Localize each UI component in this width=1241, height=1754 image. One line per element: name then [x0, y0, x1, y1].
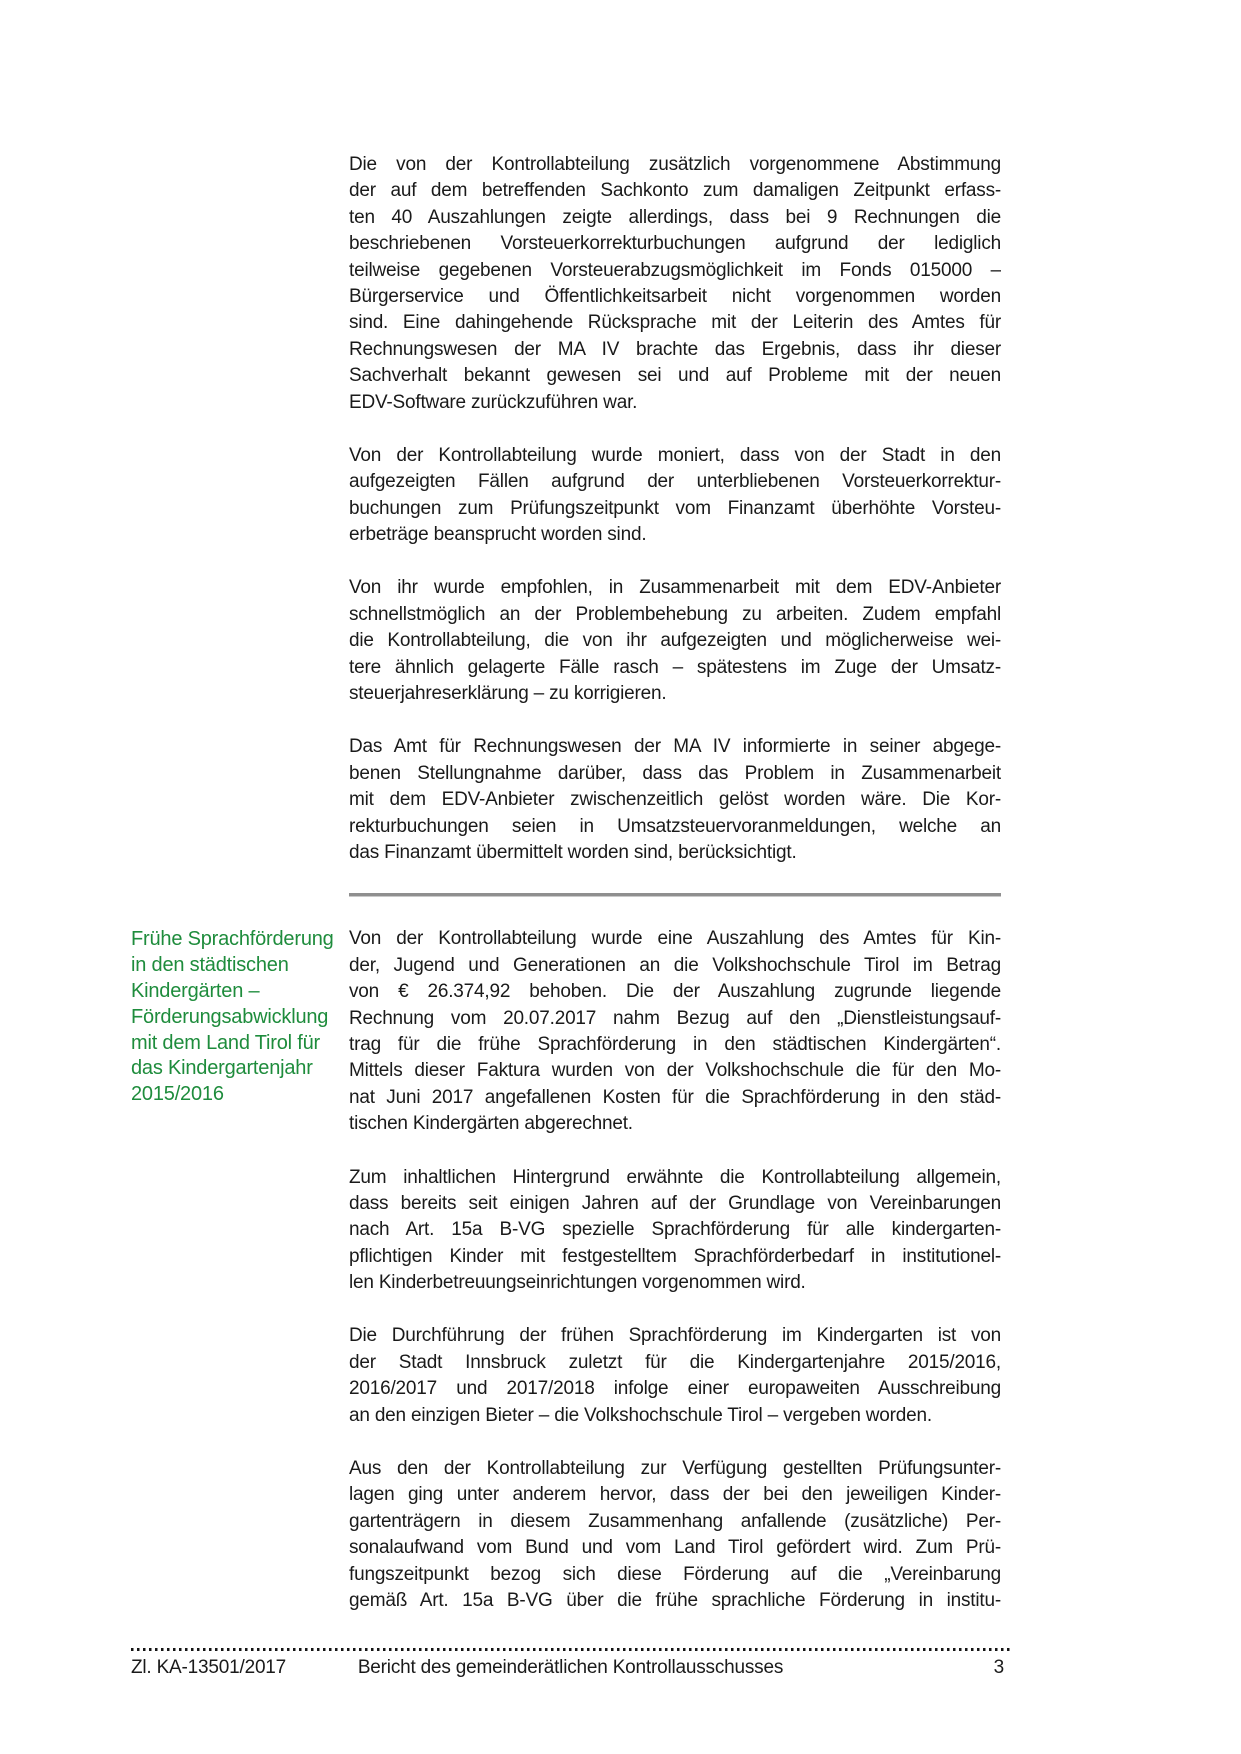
paragraph [349, 1165, 1001, 1297]
paragraph [131, 926, 1001, 1137]
footer-dotted-line [131, 1648, 1010, 1651]
text-line: Aus den der Kontrollabteilung zur Verfügung gestellten Prüfungsunter- [349, 1458, 1001, 1480]
margin-note-line: 2015/2016 [131, 1083, 224, 1106]
text-line: tischen Kindergärten abgerechnet. [349, 1113, 633, 1135]
text-line: fungszeitpunkt bezog sich diese Förderung auf die „Vereinbarung [349, 1563, 1001, 1585]
footer-page-number: 3 [993, 1657, 1004, 1678]
margin-note-line: das Kindergartenjahr [131, 1057, 313, 1080]
text-line: gemäß Art. 15a B-VG über die frühe sprachliche Förderung in institu- [349, 1589, 1001, 1611]
body-column [131, 152, 1001, 1641]
text-line: Rechnungswesen der MA IV brachte das Ergebnis, dass ihr dieser [349, 338, 1001, 360]
margin-note-line: Kindergärten – [131, 979, 260, 1002]
text-line: len Kinderbetreuungseinrichtungen vorgenommen wird. [349, 1272, 806, 1294]
text-line: ten 40 Auszahlungen zeigte allerdings, dass bei 9 Rechnungen die [349, 206, 1001, 228]
text-line: beschriebenen Vorsteuerkorrekturbuchungen aufgrund der lediglich [349, 233, 1001, 255]
text-line: schnellstmöglich an der Problembehebung zu arbeiten. Zudem empfahl [349, 603, 1001, 625]
text-line: von € 26.374,92 behoben. Die der Auszahlung zugrunde liegende [349, 981, 1001, 1003]
text-line: EDV-Software zurückzuführen war. [349, 391, 638, 413]
text-line: rekturbuchungen seien in Umsatzsteuervoranmeldungen, welche an [349, 815, 1001, 837]
text-line: dass bereits seit einigen Jahren auf der Grundlage von Vereinbarungen [349, 1192, 1001, 1214]
footer-row [131, 1657, 1010, 1681]
text-line: an den einzigen Bieter – die Volkshochschule Tirol – vergeben worden. [349, 1404, 932, 1426]
text-line: Sachverhalt bekannt gewesen sei und auf Probleme mit der neuen [349, 365, 1001, 387]
margin-note-line: Frühe Sprachförderung [131, 928, 334, 951]
text-line: sonalaufwand vom Bund und vom Land Tirol gefördert wird. Zum Prü- [349, 1537, 1001, 1559]
text-line: benen Stellungnahme darüber, dass das Problem in Zusammenarbeit [349, 762, 1001, 784]
text-line: der, Jugend und Generationen an die Volkshochschule Tirol im Betrag [349, 954, 1001, 976]
text-line: Rechnung vom 20.07.2017 nahm Bezug auf den „Dienstleistungsauf- [349, 1007, 1001, 1029]
text-line: erbeträge beansprucht worden sind. [349, 524, 647, 546]
text-line: teilweise gegebenen Vorsteuerabzugsmöglichkeit im Fonds 015000 – [349, 259, 1001, 281]
text-line: Von der Kontrollabteilung wurde moniert, dass von der Stadt in den [349, 444, 1001, 466]
text-line: 2016/2017 und 2017/2018 infolge einer europaweiten Ausschreibung [349, 1378, 1001, 1400]
margin-note-heading [131, 927, 341, 1108]
text-line: Die Durchführung der frühen Sprachförderung im Kindergarten ist von [349, 1325, 1001, 1347]
text-line: steuerjahreserklärung – zu korrigieren. [349, 683, 667, 705]
footer-report-title: Bericht des gemeinderätlichen Kontrollausschusses [357, 1657, 784, 1678]
text-line: Von ihr wurde empfohlen, in Zusammenarbeit mit dem EDV-Anbieter [349, 577, 1001, 599]
text-line: nach Art. 15a B-VG spezielle Sprachförderung für alle kindergarten- [349, 1219, 1001, 1241]
text-line: nat Juni 2017 angefallenen Kosten für die Sprachförderung in den städ- [349, 1086, 1001, 1108]
footer-reference-number: Zl. KA-13501/2017 [131, 1657, 287, 1678]
paragraph [349, 575, 1001, 707]
paragraph [349, 152, 1001, 416]
text-line: Bürgerservice und Öffentlichkeitsarbeit nicht vorgenommen worden [349, 285, 1001, 307]
text-line: lagen ging unter anderem hervor, dass der bei den jeweiligen Kinder- [349, 1484, 1001, 1506]
text-line: Das Amt für Rechnungswesen der MA IV informierte in seiner abgege- [349, 736, 1001, 758]
text-line: mit dem EDV-Anbieter zwischenzeitlich gelöst worden wäre. Die Kor- [349, 789, 1001, 811]
text-line: die Kontrollabteilung, die von ihr aufgezeigten und möglicherweise wei- [349, 630, 1001, 652]
section-divider [349, 893, 1001, 897]
paragraph [349, 443, 1001, 549]
text-line: Mittels dieser Faktura wurden von der Volkshochschule die für den Mo- [349, 1060, 1001, 1082]
text-line: gartenträgern in diesem Zusammenhang anfallende (zusätzliche) Per- [349, 1510, 1001, 1532]
text-line: aufgezeigten Fällen aufgrund der unterbliebenen Vorsteuerkorrektur- [349, 471, 1001, 493]
text-line: der auf dem betreffenden Sachkonto zum damaligen Zeitpunkt erfass- [349, 180, 1001, 202]
paragraph [349, 1456, 1001, 1614]
margin-note-line: Förderungsabwicklung [131, 1005, 329, 1028]
paragraph [349, 1323, 1001, 1429]
paragraph [349, 734, 1001, 866]
text-line: tere ähnlich gelagerte Fälle rasch – spätestens im Zuge der Umsatz- [349, 656, 1001, 678]
margin-note-line: mit dem Land Tirol für [131, 1031, 321, 1054]
text-line: der Stadt Innsbruck zuletzt für die Kindergartenjahre 2015/2016, [349, 1351, 1001, 1373]
text-line: Die von der Kontrollabteilung zusätzlich vorgenommene Abstimmung [349, 154, 1001, 175]
text-line: sind. Eine dahingehende Rücksprache mit der Leiterin des Amtes für [349, 312, 1001, 334]
text-line: Von der Kontrollabteilung wurde eine Auszahlung des Amtes für Kin- [349, 928, 1001, 950]
text-line: pflichtigen Kinder mit festgestelltem Sprachförderbedarf in institutionel- [349, 1245, 1001, 1267]
text-line: trag für die frühe Sprachförderung in den städtischen Kindergärten“. [349, 1033, 1001, 1055]
text-line: das Finanzamt übermittelt worden sind, berücksichtigt. [349, 841, 797, 863]
text-line: buchungen zum Prüfungszeitpunkt vom Finanzamt überhöhte Vorsteu- [349, 497, 1001, 519]
margin-note-line: in den städtischen [131, 954, 289, 977]
text-line: Zum inhaltlichen Hintergrund erwähnte die Kontrollabteilung allgemein, [349, 1166, 1001, 1188]
page-footer [131, 1648, 1010, 1681]
